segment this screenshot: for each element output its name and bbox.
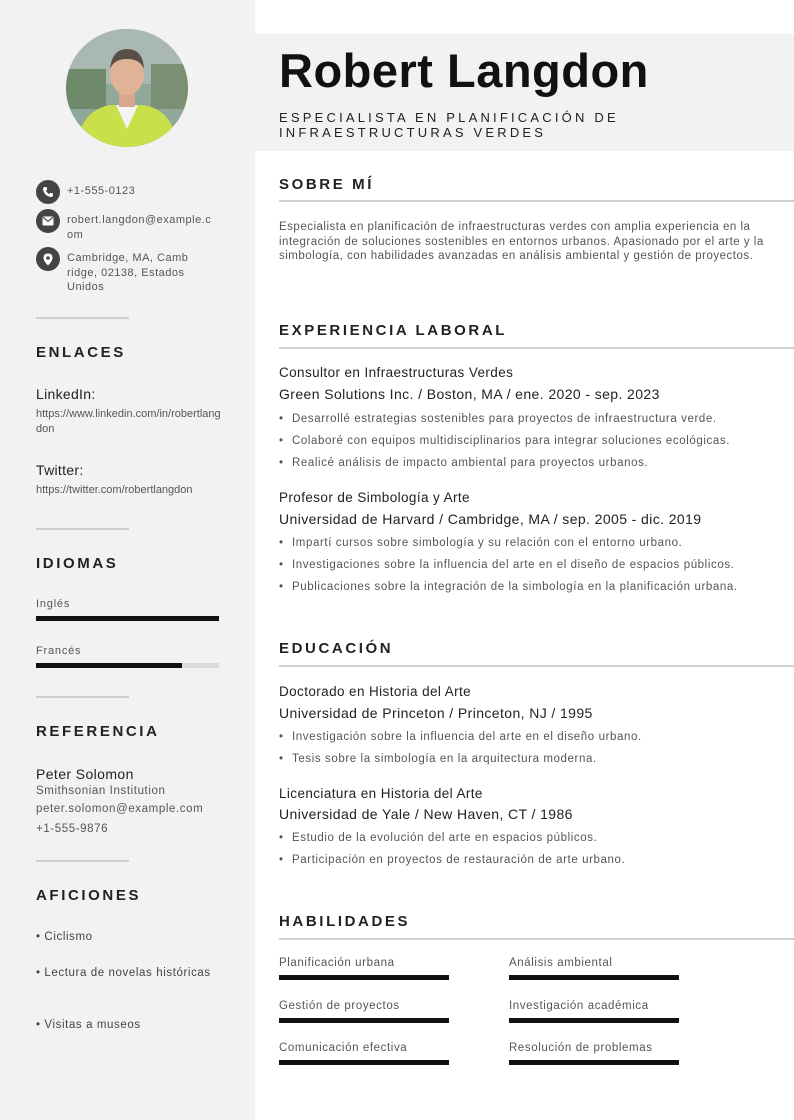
experience-subtitle: Universidad de Harvard / Cambridge, MA / sep. 2005 - dic. 2019 [279,511,702,527]
skill-level-fill [509,975,679,980]
language-level-bar [36,663,219,668]
skill-level-bar [509,975,679,980]
contact-phone [36,180,236,204]
contact-email [36,209,236,242]
experience-heading: EXPERIENCIA LABORAL [279,322,508,339]
skill-level-bar [509,1060,679,1065]
about-text: Especialista en planificación de infraestructuras verdes con amplia experiencia en la integración de soluciones sostenibles en entornos urbanos. Apasionado por el arte y la simbología, con habilidades avanzadas en análisis ambiental y gestión de proyectos. [279,221,764,262]
sidebar-divider [36,860,129,862]
language-name: Francés [36,645,82,657]
bullet-text: Colaboré con equipos multidisciplinarios para integrar soluciones ecológicas. [292,435,731,447]
education-bullet: • Tesis sobre la simbología en la arquitectura moderna. [279,753,597,765]
skill-level-fill [279,975,449,980]
skill-level-fill [509,1018,679,1023]
experience-title: Consultor en Infraestructuras Verdes [279,365,514,380]
experience-bullet: • Investigaciones sobre la influencia del arte en el diseño de espacios públicos. [279,559,735,571]
language-name: Inglés [36,598,71,610]
profile-photo [66,29,188,147]
education-bullet: • Participación en proyectos de restauración de arte urbano. [279,854,626,866]
experience-bullet: • Impartí cursos sobre simbología y su relación con el entorno urbano. [279,537,683,549]
skill-name: Gestión de proyectos [279,1000,400,1012]
language-level-bar [36,616,219,621]
skill-name: Investigación académica [509,1000,649,1012]
phone-icon [36,180,60,204]
reference-organization: Smithsonian Institution [36,785,166,797]
skills-heading: HABILIDADES [279,913,411,930]
experience-bullet: • Realicé análisis de impacto ambiental para proyectos urbanos. [279,457,649,469]
education-heading: EDUCACIÓN [279,640,394,657]
skill-name: Análisis ambiental [509,957,613,969]
education-title: Doctorado en Historia del Arte [279,684,472,699]
section-rule [279,938,794,940]
hobby-item: • Lectura de novelas históricas [36,967,211,979]
section-rule [279,347,794,349]
skill-level-bar [279,1060,449,1065]
education-bullet: • Estudio de la evolución del arte en espacios públicos. [279,832,598,844]
bullet-text: Investigación sobre la influencia del arte en el diseño urbano. [292,731,642,743]
skill-level-bar [279,1018,449,1023]
bullet-text: Tesis sobre la simbología en la arquitectura moderna. [292,753,597,765]
location-icon [36,247,60,271]
skill-level-fill [279,1060,449,1065]
experience-title: Profesor de Simbología y Arte [279,490,470,505]
sidebar-divider [36,317,129,319]
reference-heading: REFERENCIA [36,723,160,740]
skill-name: Comunicación efectiva [279,1042,408,1054]
experience-bullet: • Desarrollé estrategias sostenibles para proyectos de infraestructura verde. [279,413,717,425]
education-subtitle: Universidad de Princeton / Princeton, NJ / 1995 [279,705,593,721]
experience-bullet: • Publicaciones sobre la integración de la simbología en la planificación urbana. [279,581,738,593]
contact-phone-text[interactable]: +1-555-0123 [67,185,136,197]
sidebar-divider [36,696,129,698]
skill-level-fill [279,1018,449,1023]
hobby-item: • Visitas a museos [36,1019,141,1031]
job-title: ESPECIALISTA EN PLANIFICACIÓN DE INFRAESTRUCTURAS VERDES [279,110,619,140]
contact-address-text: Cambridge, MA, Cambridge, 02138, Estados Unidos [67,252,189,293]
language-level-fill [36,663,182,668]
hobby-item: • Ciclismo [36,931,93,943]
skill-name: Planificación urbana [279,957,395,969]
reference-email[interactable]: peter.solomon@example.com [36,803,204,815]
bullet-text: Investigaciones sobre la influencia del arte en el diseño de espacios públicos. [292,559,735,571]
skill-level-fill [509,1060,679,1065]
bullet-text: Participación en proyectos de restauración de arte urbano. [292,854,626,866]
education-title: Licenciatura en Historia del Arte [279,786,483,801]
contact-address [36,247,236,295]
experience-subtitle: Green Solutions Inc. / Boston, MA / ene. 2020 - sep. 2023 [279,386,660,402]
about-heading: SOBRE MÍ [279,176,374,193]
bullet-text: Impartí cursos sobre simbología y su relación con el entorno urbano. [292,537,683,549]
reference-phone[interactable]: +1-555-9876 [36,823,109,835]
bullet-text: Desarrollé estrategias sostenibles para proyectos de infraestructura verde. [292,413,717,425]
bullet-text: Estudio de la evolución del arte en espacios públicos. [292,832,598,844]
languages-heading: IDIOMAS [36,555,119,572]
reference-name: Peter Solomon [36,766,134,782]
language-level-fill [36,616,219,621]
email-icon [36,209,60,233]
linkedin-link[interactable]: https://www.linkedin.com/in/robertlangdon [36,408,221,435]
sidebar-divider [36,528,129,530]
education-bullet: • Investigación sobre la influencia del arte en el diseño urbano. [279,731,642,743]
skill-level-bar [509,1018,679,1023]
contact-email-text[interactable]: robert.langdon@example.com [67,214,212,241]
experience-bullet: • Colaboré con equipos multidisciplinarios para integrar soluciones ecológicas. [279,435,731,447]
bullet-text: Publicaciones sobre la integración de la simbología en la planificación urbana. [292,581,738,593]
links-heading: ENLACES [36,344,126,361]
twitter-link[interactable]: https://twitter.com/robertlangdon [36,484,193,496]
section-rule [279,200,794,202]
section-rule [279,665,794,667]
person-name: Robert Langdon [279,44,649,97]
hobbies-heading: AFICIONES [36,887,142,904]
education-subtitle: Universidad de Yale / New Haven, CT / 1986 [279,806,573,822]
bullet-text: Realicé análisis de impacto ambiental para proyectos urbanos. [292,457,649,469]
skill-level-bar [279,975,449,980]
linkedin-label: LinkedIn: [36,386,96,402]
skill-name: Resolución de problemas [509,1042,653,1054]
twitter-label: Twitter: [36,462,84,478]
